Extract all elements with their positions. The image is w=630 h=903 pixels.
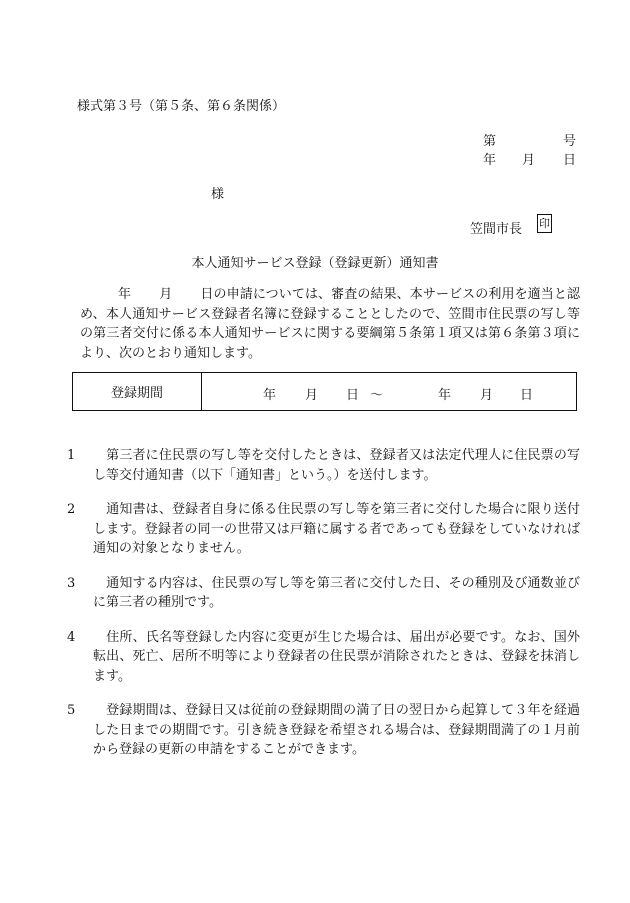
intro-text: 日の申請については、審査の結果、本サービスの利用を適当と認め、本人通知サービス登録者名簿に登録することとしたので、笠間市住民票の写し等の第三者交付に係る本人通知サービスに関する要綱第５条第１項又は第６条第３項により、次のとおり通知します。 xyxy=(80,287,580,361)
note-item xyxy=(67,628,580,687)
date-day: 日 xyxy=(563,153,577,168)
period-end-year: 年 xyxy=(438,388,452,403)
note-text: 登録期間は、登録日又は従前の登録期間の満了日の翌日から起算して３年を経過した日までの期間です。引き続き登録を希望される場合は、登録期間満了の１月前から登録の更新の申請をすることができます。 xyxy=(93,703,580,757)
period-label: 登録期間 xyxy=(73,373,202,411)
note-number: 1 xyxy=(67,448,76,463)
period-end-month: 月 xyxy=(480,388,494,403)
note-item xyxy=(67,500,580,559)
note-text: 第三者に住民票の写し等を交付したときは、登録者又は法定代理人に住民票の写し等交付通知書（以下「通知書」という。）を送付します。 xyxy=(93,448,580,483)
note-text: 通知書は、登録者自身に係る住民票の写し等を第三者に交付した場合に限り送付します。登録者の同一の世帯又は戸籍に属する者であっても登録をしていなければ通知の対象となりません。 xyxy=(93,502,580,556)
period-tilde: ～ xyxy=(370,388,384,403)
period-value-cell xyxy=(202,373,577,411)
period-start-year: 年 xyxy=(263,388,277,403)
note-text: 通知する内容は、住民票の写し等を第三者に交付した日、その種別及び通数並びに第三者の種別です。 xyxy=(93,575,580,610)
note-number: 5 xyxy=(67,703,76,718)
period-start-day: 日 xyxy=(346,388,360,403)
form-number: 様式第３号（第５条、第６条関係） xyxy=(77,99,286,114)
note-number: 3 xyxy=(67,575,76,591)
date-month: 月 xyxy=(522,153,536,168)
registration-period-table xyxy=(72,372,577,411)
note-item xyxy=(67,701,580,760)
intro-paragraph xyxy=(80,285,580,363)
issuer-name: 笠間市長 xyxy=(470,222,523,237)
note-number: 4 xyxy=(67,629,76,645)
recipient-suffix: 様 xyxy=(211,187,225,202)
note-text: 住所、氏名等登録した内容に変更が生じた場合は、届出が必要です。なお、国外転出、死亡、居所不明等により登録者の住民票が消除されたときは、登録を抹消します。 xyxy=(93,629,580,684)
note-number: 2 xyxy=(67,502,76,517)
date-year: 年 xyxy=(483,153,497,168)
period-end-day: 日 xyxy=(520,388,534,403)
doc-number-dai: 第 xyxy=(483,134,497,149)
note-item xyxy=(67,574,580,613)
seal-box: 印 xyxy=(537,214,552,233)
doc-number-go: 号 xyxy=(563,134,577,149)
intro-year: 年 xyxy=(118,287,132,302)
note-item xyxy=(67,446,580,485)
document-title: 本人通知サービス登録（登録更新）通知書 xyxy=(191,256,439,271)
period-start-month: 月 xyxy=(305,388,319,403)
notes-list xyxy=(67,446,580,775)
intro-month: 月 xyxy=(159,287,173,302)
